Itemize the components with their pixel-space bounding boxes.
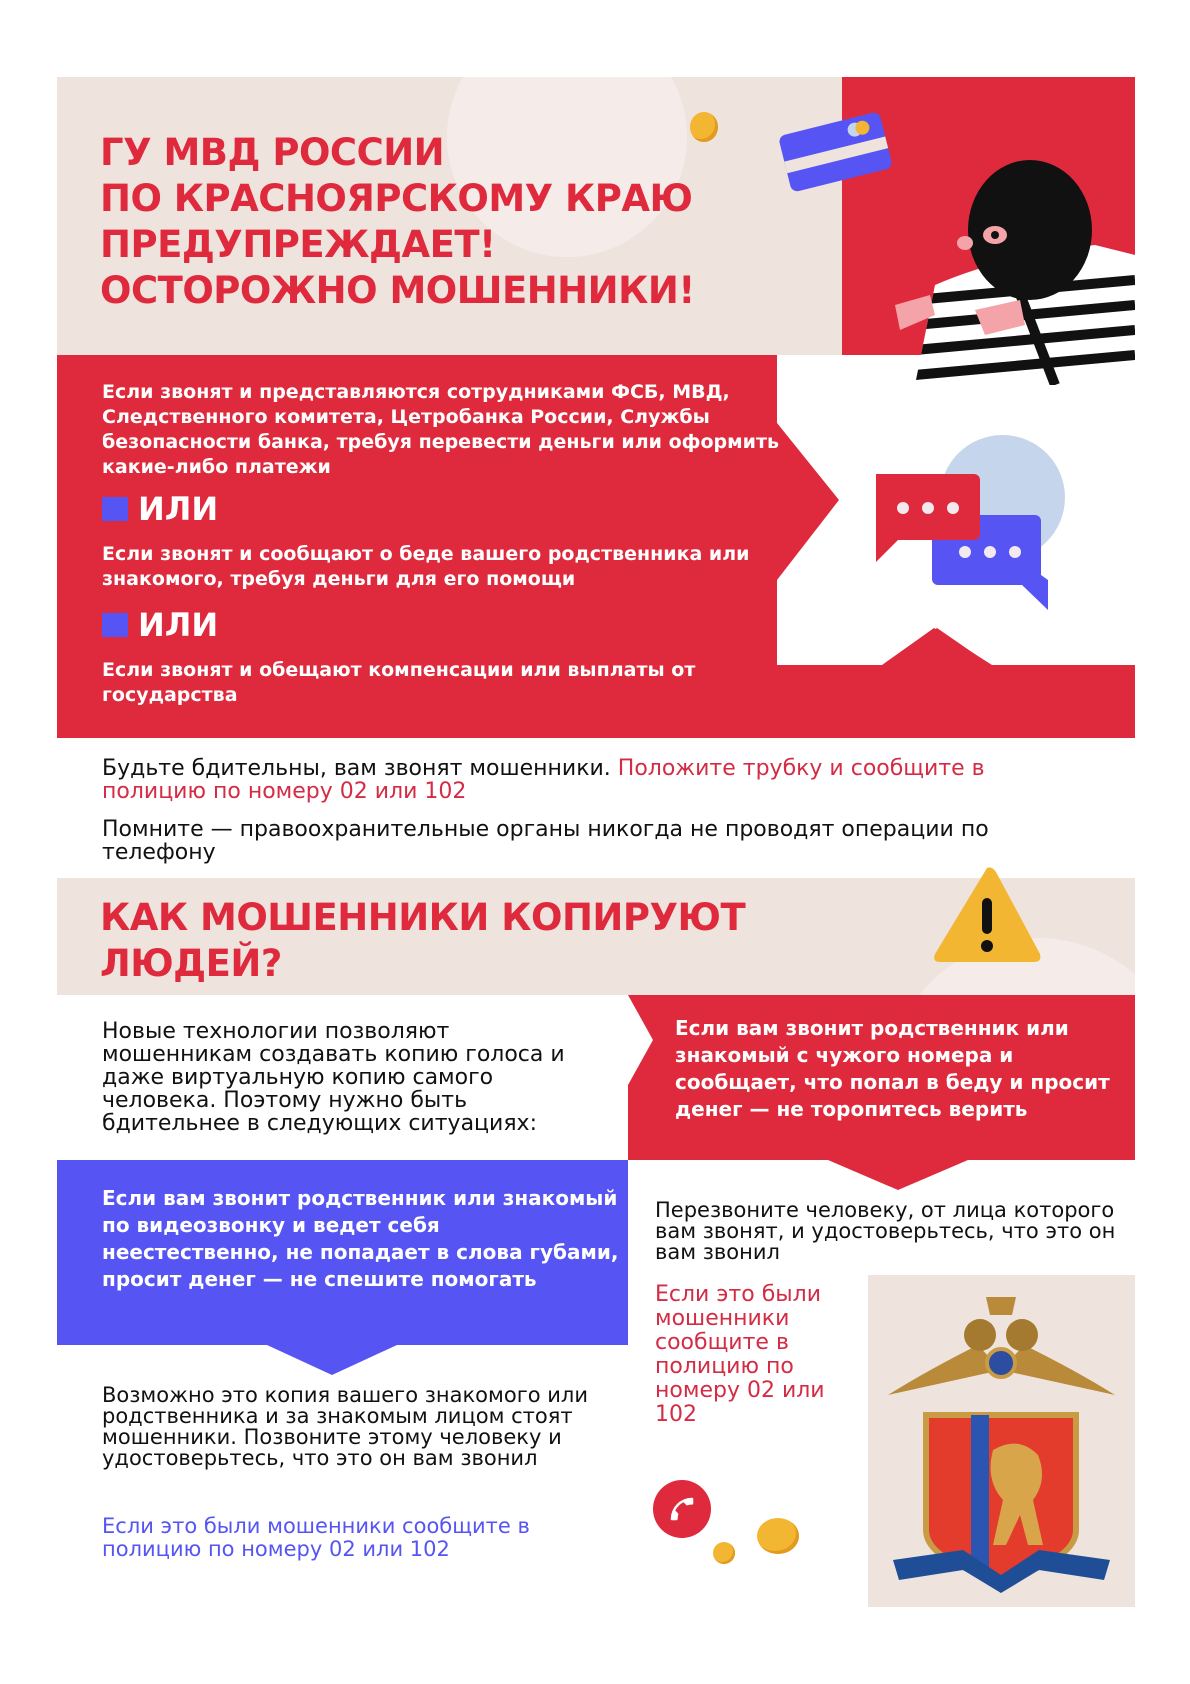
- warning-item-2: Если звонят и сообщают о беде вашего родственника или знакомого, требуя деньги для его помощи: [102, 543, 750, 590]
- blue-scenario-text: Если вам звонит родственник или знакомый по видеозвонку и ведет себя неестественно, не попадает в слова губами, просит денег — не спешите помогать: [102, 1186, 619, 1291]
- section2-title: КАК МОШЕННИКИ КОПИРУЮТ ЛЮДЕЙ?: [100, 896, 746, 985]
- or-divider-2: ИЛИ: [102, 606, 782, 644]
- blue-scenario-report: Если это были мошенники сообщите в полицию по номеру 02 или 102: [102, 1514, 530, 1561]
- red-scenario-advice: Перезвоните человеку, от лица которого вам звонят, и удостоверьтесь, что это он вам звонил: [655, 1198, 1116, 1264]
- warning-triangle-icon: [930, 862, 1045, 972]
- coin-icon: [757, 1518, 799, 1554]
- police-emblem: [868, 1275, 1135, 1607]
- phone-icon: [653, 1480, 711, 1538]
- blue-scenario-advice: Возможно это копия вашего знакомого или родственника и за знакомым лицом стоят мошенники. Позвоните этому человеку и удостоверьтесь, что это он вам звонил: [102, 1383, 588, 1470]
- masked-thief-illustration: [855, 135, 1135, 385]
- warning-item-1: Если звонят и представляются сотрудниками ФСБ, МВД, Следственного комитета, Цетробанка России, Службы безопасности банка, требуя перевести деньги или оформить какие-либо платежи: [102, 381, 779, 478]
- warning-item-3: Если звонят и обещают компенсации или выплаты от государства: [102, 659, 696, 706]
- red-triangle-bump: [882, 628, 992, 666]
- red-scenario-text: Если вам звонит родственник или знакомый с чужого номера и сообщает, что попал в беду и просит денег — не торопитесь верить: [675, 1016, 1110, 1121]
- chat-bubbles-icon: [870, 470, 1050, 620]
- advice-paragraph-1: Будьте бдительны, вам звонят мошенники. Положите трубку и сообщите в полицию по номеру 02 или 102: [102, 756, 985, 804]
- coin-icon: [713, 1542, 735, 1564]
- or-divider-1: ИЛИ: [102, 490, 782, 528]
- section2-intro: Новые технологии позволяют мошенникам создавать копию голоса и даже виртуальную копию самого человека. Поэтому нужно быть бдительнее в следующих ситуациях:: [102, 1019, 565, 1136]
- coin-icon: [690, 112, 718, 142]
- page-title: ГУ МВД РОССИИ ПО КРАСНОЯРСКОМУ КРАЮ ПРЕДУПРЕЖДАЕТ! ОСТОРОЖНО МОШЕННИКИ!: [100, 131, 695, 312]
- red-scenario-report: Если это были мошенники сообщите в полицию по номеру 02 или 102: [655, 1282, 825, 1427]
- blue-square-bullet: [102, 613, 128, 637]
- blue-square-bullet: [102, 497, 128, 521]
- advice-paragraph-2: Помните — правоохранительные органы никогда не проводят операции по телефону: [102, 817, 989, 865]
- warning-list: [102, 380, 782, 708]
